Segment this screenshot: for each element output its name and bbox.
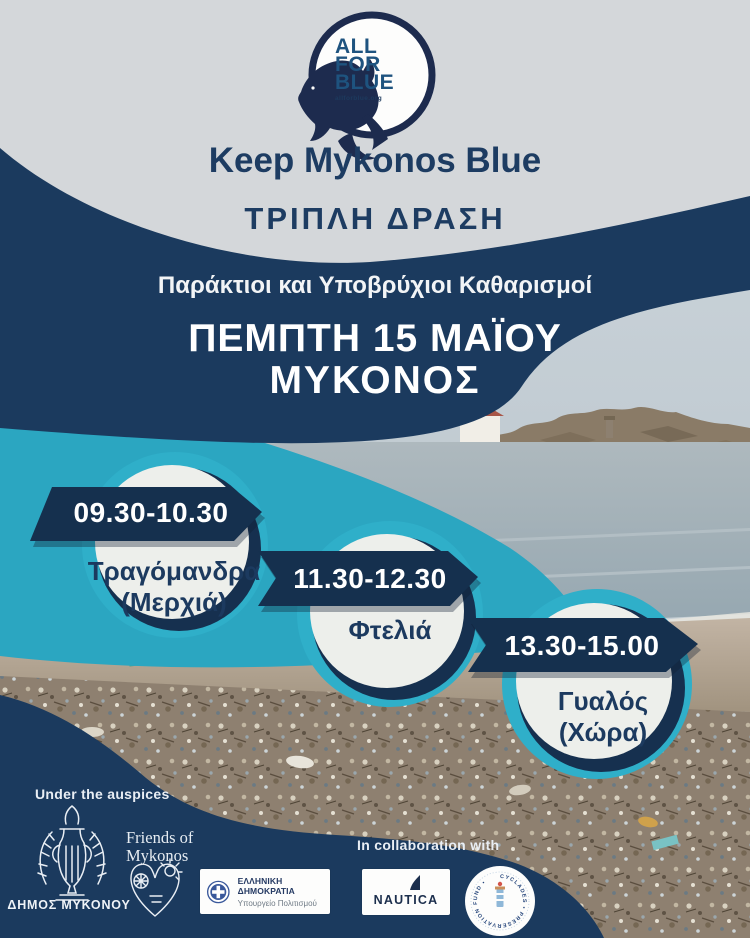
event-place: ΜΥΚΟΝΟΣ — [269, 359, 481, 402]
municipality-label: ΔΗΜΟΣ ΜΥΚΟΝΟΥ — [7, 898, 131, 912]
friends-of-mykonos-wordmark — [126, 829, 193, 865]
ministry-department: Υπουργείο Πολιτισμού — [237, 898, 317, 908]
nautica-sail-icon — [408, 874, 422, 892]
allforblue-wordmark — [335, 35, 395, 102]
badge-2-location-name: Φτελιά — [348, 615, 432, 645]
badge-1-time: 09.30-10.30 — [73, 497, 229, 528]
nautica-logo-box — [362, 869, 450, 915]
badge-3-time: 13.30-15.00 — [504, 630, 660, 661]
badge-2-location — [285, 615, 495, 646]
poster-title: Keep Mykonos Blue — [208, 141, 542, 180]
brand-line-2: FOR — [335, 53, 381, 76]
collaboration-label: In collaboration with — [357, 837, 500, 853]
brand-line-1: ALL — [335, 35, 378, 58]
badge-2-time: 11.30-12.30 — [293, 563, 447, 594]
cyclades-fund-logo — [465, 866, 535, 936]
nautica-wordmark: NAUTICA — [373, 893, 439, 907]
badge-1-location — [69, 556, 279, 618]
badge-1-location-name: Τραγόμανδρα — [87, 556, 261, 586]
badge-circle-3 — [502, 589, 692, 779]
badge-3-location — [498, 686, 708, 748]
ministry-logo-box — [200, 869, 330, 914]
auspices-label: Under the auspices — [35, 786, 170, 802]
greek-republic-emblem-icon — [205, 877, 232, 907]
brand-website: allforblue.org — [335, 95, 383, 102]
friends-line-1: Friends of — [126, 828, 194, 847]
event-date: ΠΕΜΠΤΗ 15 ΜΑΪΟΥ — [188, 317, 562, 360]
badge-3-location-name: Γυαλός — [557, 686, 649, 716]
brand-line-3: BLUE — [335, 71, 395, 94]
cyclades-ring-text: CYCLADES • PRESERVATION FUND • — [472, 873, 527, 929]
event-tagline: Παράκτιοι και Υποβρύχιοι Καθαρισμοί — [157, 272, 593, 299]
badge-1-location-detail: (Μερχιά) — [121, 587, 227, 617]
ministry-name: ΕΛΛΗΝΙΚΗ ΔΗΜΟΚΡΑΤΙΑ — [237, 875, 295, 896]
badge-circle-2 — [297, 521, 483, 707]
badge-3-location-detail: (Χώρα) — [558, 717, 648, 747]
friends-line-2: Mykonos — [126, 846, 189, 865]
poster-subtitle: ΤΡΙΠΛΗ ΔΡΑΣΗ — [244, 201, 506, 236]
